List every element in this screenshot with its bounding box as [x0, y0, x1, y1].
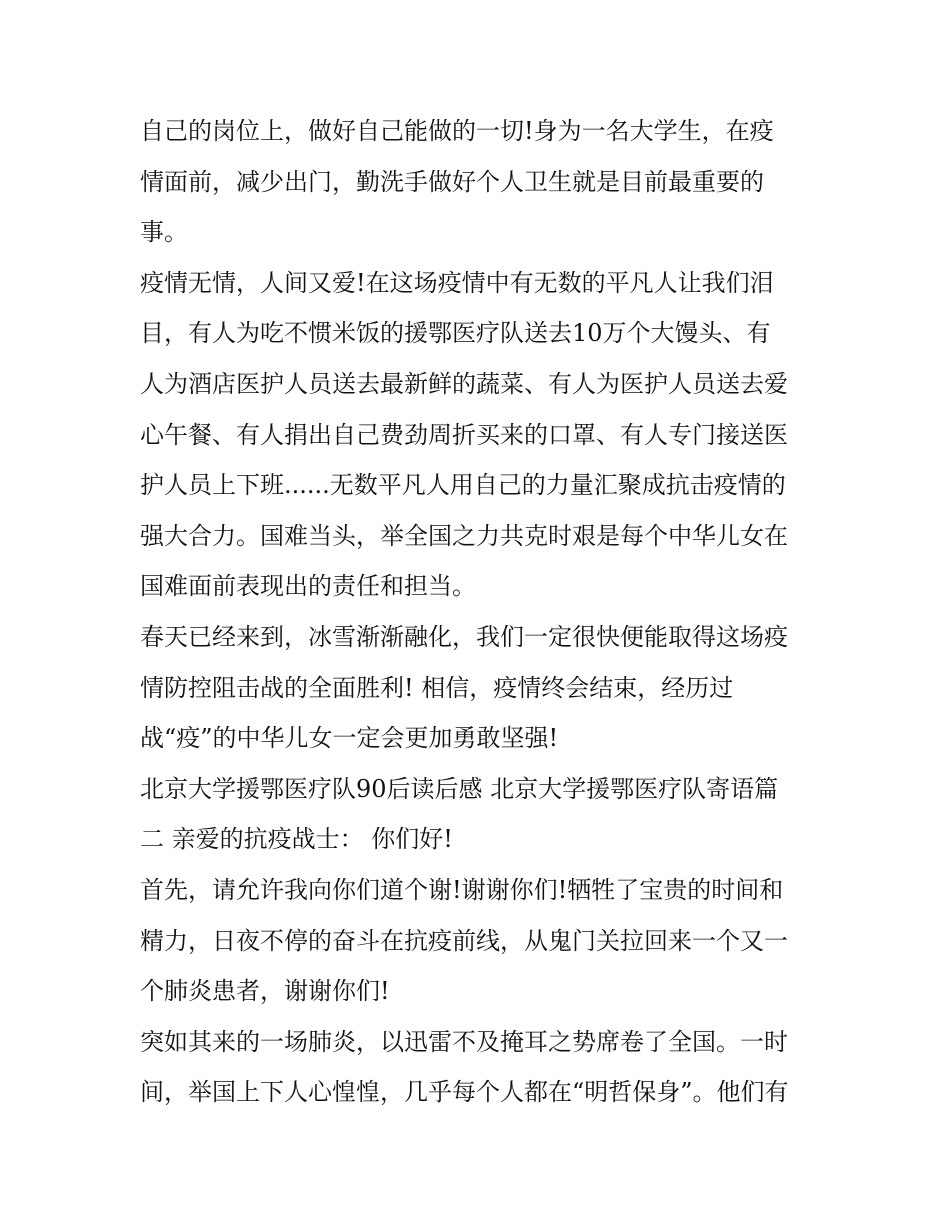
- text-line: 战“疫”的中华儿女一定会更加勇敢坚强!: [140, 724, 559, 753]
- text-line: 二 亲爱的抗疫战士： 你们好!: [140, 825, 453, 854]
- text-line: 人为酒店医护人员送去最新鲜的蔬菜、有人为医护人员送去爱: [140, 369, 788, 398]
- text-line: 情防控阻击战的全面胜利! 相信，疫情终会结束，经历过: [140, 673, 734, 702]
- text-line: 强大合力。国难当头，举全国之力共克时艰是每个中华儿女在: [140, 521, 788, 550]
- text-line: 情面前，减少出门，勤洗手做好个人卫生就是目前最重要的: [140, 167, 764, 196]
- text-line: 目，有人为吃不惯米饭的援鄂医疗队送去10万个大馒头、有: [140, 319, 771, 348]
- text-line: 间，举国上下人心惶惶，几乎每个人都在“明哲保身”。他们有: [140, 1078, 789, 1107]
- text-line: 疫情无情，人间又爱!在这场疫情中有无数的平凡人让我们泪: [140, 268, 774, 297]
- text-line: 突如其来的一场肺炎，以迅雷不及掩耳之势席卷了全国。一时: [140, 1027, 788, 1056]
- text-line: 自己的岗位上，做好自己能做的一切!身为一名大学生，在疫: [140, 117, 774, 145]
- text-line: 个肺炎患者，谢谢你们!: [140, 977, 390, 1006]
- document-body: [140, 106, 820, 1118]
- text-line: 北京大学援鄂医疗队90后读后感 北京大学援鄂医疗队寄语篇: [140, 774, 779, 803]
- text-line: 事。: [140, 218, 188, 247]
- text-line: 心午餐、有人捐出自己费劲周折买来的口罩、有人专门接送医: [140, 420, 788, 449]
- text-line: 精力，日夜不停的奋斗在抗疫前线，从鬼门关拉回来一个又一: [140, 926, 788, 955]
- text-line: 春天已经来到，冰雪渐渐融化，我们一定很快便能取得这场疫: [140, 622, 788, 651]
- text-line: 护人员上下班......无数平凡人用自己的力量汇聚成抗击疫情的: [140, 471, 786, 500]
- text-line: 首先，请允许我向你们道个谢!谢谢你们!牺牲了宝贵的时间和: [140, 875, 784, 904]
- text-line: 国难面前表现出的责任和担当。: [140, 572, 476, 601]
